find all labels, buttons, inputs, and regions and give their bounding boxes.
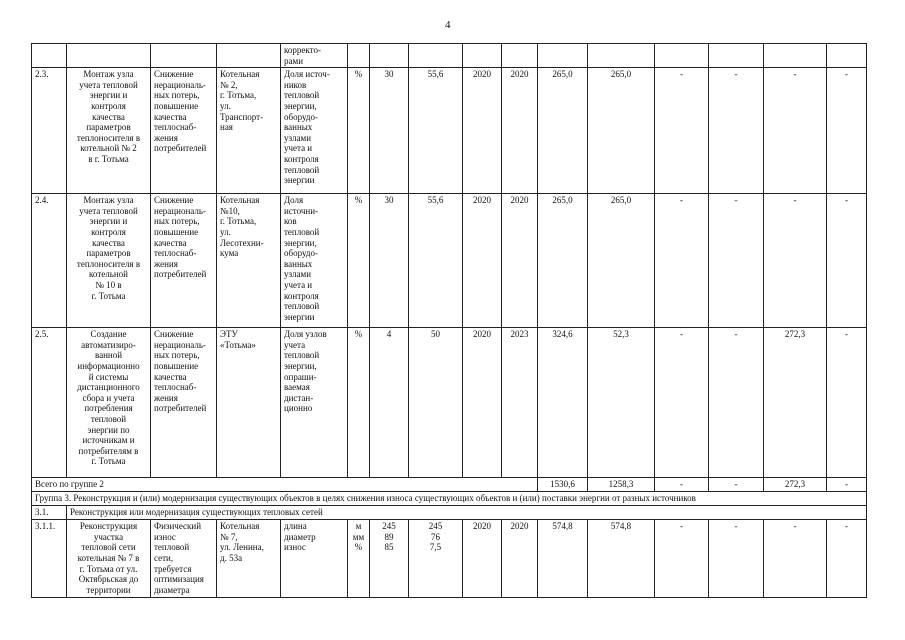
cell-no xyxy=(32,44,67,68)
row-number: 2.3. xyxy=(32,68,67,194)
row-number: 2.5. xyxy=(32,328,67,478)
cost-2020: 265,0 xyxy=(588,68,655,194)
end-year: 2020 xyxy=(502,68,538,194)
measure-name: Реконструкция участка тепловой сети котельная № 7 в г. Тотьма от ул. Октябрьская до территории xyxy=(67,520,151,598)
indicator-unit: % xyxy=(348,328,370,478)
group-heading-row xyxy=(32,492,867,506)
start-year: 2020 xyxy=(463,328,502,478)
group-total-cost: 1530,6 xyxy=(538,478,588,492)
cell-location xyxy=(217,44,281,68)
cost-2024: - xyxy=(827,328,867,478)
cell-y2021 xyxy=(655,44,709,68)
end-year: 2023 xyxy=(502,328,538,478)
indicator-unit: % xyxy=(348,194,370,328)
group-total-row xyxy=(32,478,867,492)
group-3-heading: Группа 3. Реконструкция и (или) модернизация существующих объектов в целях снижения износа существующих объектов и (или) поставки энергии от разных источников xyxy=(32,492,867,506)
measure-indicator: Доля источ- ников тепловой энергии, оборудо- ванных узлами учета и контроля тепловой энергии xyxy=(281,68,348,194)
start-year: 2020 xyxy=(463,68,502,194)
measure-goal: Снижение нерациональ- ных потерь, повышение качества теплоснаб- жения потребителей xyxy=(151,68,217,194)
cost-2022: - xyxy=(709,68,764,194)
cost-2022: - xyxy=(709,194,764,328)
measure-goal: Снижение нерациональ- ных потерь, повышение качества теплоснаб- жения потребителей xyxy=(151,328,217,478)
measure-location: Котельная № 2, г. Тотьма, ул. Транспорт- ная xyxy=(217,68,281,194)
cost-2022: - xyxy=(709,328,764,478)
cost-2024: - xyxy=(827,194,867,328)
cell-before xyxy=(370,44,409,68)
cost-2021: - xyxy=(655,520,709,598)
cell-indicator: корректо- рами xyxy=(281,44,348,68)
end-year: 2020 xyxy=(502,194,538,328)
cost-2024: - xyxy=(827,68,867,194)
cell-start xyxy=(463,44,502,68)
measure-location: Котельная № 7, ул. Ленина, д. 53а xyxy=(217,520,281,598)
value-after: 50 xyxy=(409,328,463,478)
cell-goal xyxy=(151,44,217,68)
group-total-2021: - xyxy=(655,478,709,492)
group-total-2022: - xyxy=(709,478,764,492)
start-year: 2020 xyxy=(463,194,502,328)
value-after: 245 76 7,5 xyxy=(409,520,463,598)
investment-program-table xyxy=(31,43,867,598)
group-total-label: Всего по группе 2 xyxy=(32,478,538,492)
row-number: 3.1.1. xyxy=(32,520,67,598)
table-row-continuation xyxy=(32,44,867,68)
measure-goal: Снижение нерациональ- ных потерь, повышение качества теплоснаб- жения потребителей xyxy=(151,194,217,328)
cost-total: 265,0 xyxy=(538,68,588,194)
cell-y2023 xyxy=(764,44,827,68)
cost-2021: - xyxy=(655,68,709,194)
measure-goal: Физический износ тепловой сети, требуется оптимизация диаметра xyxy=(151,520,217,598)
cell-y2020 xyxy=(588,44,655,68)
value-before: 4 xyxy=(370,328,409,478)
cell-unit xyxy=(348,44,370,68)
cost-2024: - xyxy=(827,520,867,598)
page-number: 4 xyxy=(445,19,451,31)
cell-total xyxy=(538,44,588,68)
indicator-unit: % xyxy=(348,68,370,194)
end-year: 2020 xyxy=(502,520,538,598)
group-total-2024: - xyxy=(827,478,867,492)
cell-name xyxy=(67,44,151,68)
group-total-2023: 272,3 xyxy=(764,478,827,492)
cost-2021: - xyxy=(655,328,709,478)
table-row xyxy=(32,194,867,328)
cell-end xyxy=(502,44,538,68)
measure-indicator: Доля источни- ков тепловой энергии, оборудо- ванных узлами учета и контроля тепловой энергии xyxy=(281,194,348,328)
value-after: 55,6 xyxy=(409,194,463,328)
cell-y2022 xyxy=(709,44,764,68)
measure-name: Создание автоматизиро- ванной информационно й системы дистанционного сбора и учета потребления тепловой энергии по источникам и потребителям в г. Тотьма xyxy=(67,328,151,478)
cost-2023: 272,3 xyxy=(764,328,827,478)
row-number: 2.4. xyxy=(32,194,67,328)
cost-2020: 52,3 xyxy=(588,328,655,478)
measure-location: ЭТУ «Тотьма» xyxy=(217,328,281,478)
cost-total: 265,0 xyxy=(538,194,588,328)
cost-total: 574,8 xyxy=(538,520,588,598)
cost-2023: - xyxy=(764,194,827,328)
cost-2021: - xyxy=(655,194,709,328)
cost-2023: - xyxy=(764,68,827,194)
cell-after xyxy=(409,44,463,68)
value-before: 245 89 85 xyxy=(370,520,409,598)
cost-2020: 574,8 xyxy=(588,520,655,598)
table-row xyxy=(32,328,867,478)
cost-2023: - xyxy=(764,520,827,598)
group-total-2020: 1258,3 xyxy=(588,478,655,492)
value-before: 30 xyxy=(370,68,409,194)
value-before: 30 xyxy=(370,194,409,328)
table-row xyxy=(32,68,867,194)
measure-name: Монтаж узла учета тепловой энергии и контроля качества параметров теплоносителя в котельной № 2 в г. Тотьма xyxy=(67,68,151,194)
measure-indicator: длина диаметр износ xyxy=(281,520,348,598)
cost-2022: - xyxy=(709,520,764,598)
cost-total: 324,6 xyxy=(538,328,588,478)
section-heading-row xyxy=(32,506,867,520)
value-after: 55,6 xyxy=(409,68,463,194)
measure-name: Монтаж узла учета тепловой энергии и контроля качества параметров теплоносителя в котельной № 10 в г. Тотьма xyxy=(67,194,151,328)
indicator-unit: м мм % xyxy=(348,520,370,598)
start-year: 2020 xyxy=(463,520,502,598)
cell-y2024 xyxy=(827,44,867,68)
cost-2020: 265,0 xyxy=(588,194,655,328)
section-number: 3.1. xyxy=(32,506,67,520)
measure-indicator: Доля узлов учета тепловой энергии, опраши- ваемая дистан- ционно xyxy=(281,328,348,478)
measure-location: Котельная №10, г. Тотьма, ул. Лесотехни- кума xyxy=(217,194,281,328)
section-title: Реконструкция или модернизация существующих тепловых сетей xyxy=(67,506,867,520)
table-row xyxy=(32,520,867,598)
